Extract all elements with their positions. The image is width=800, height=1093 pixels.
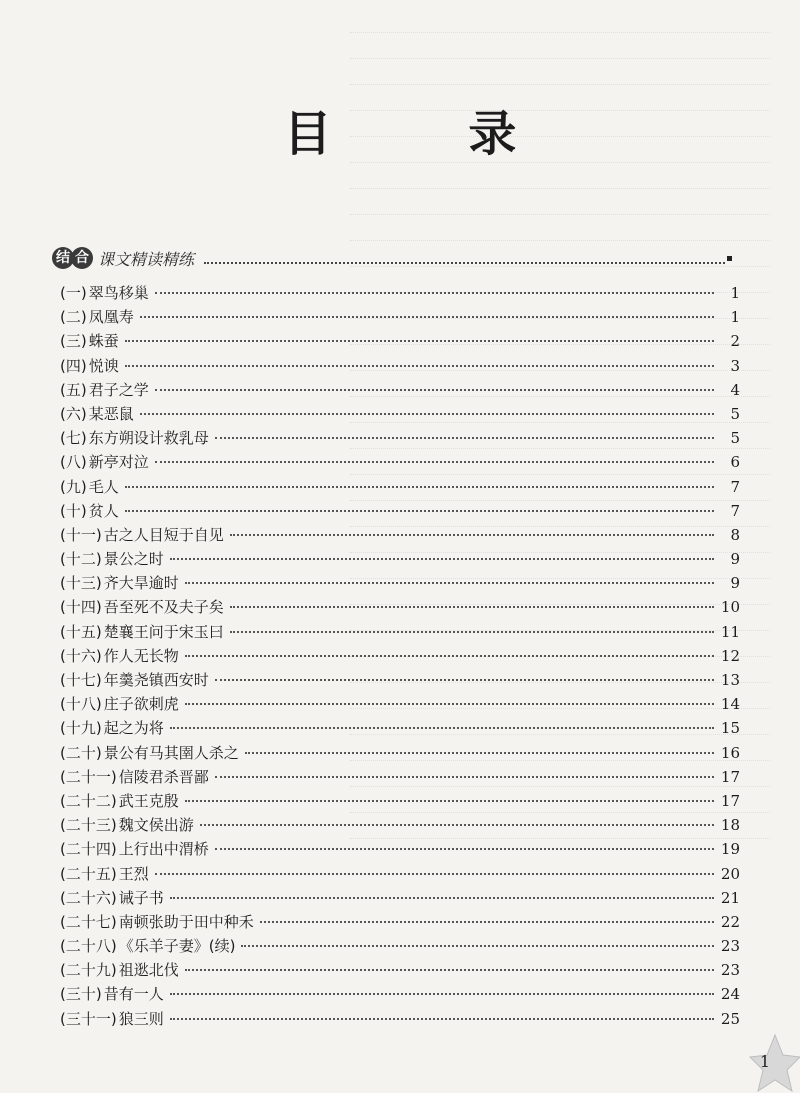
toc-entry-page: 9 bbox=[730, 550, 740, 569]
toc-entry-number: (二) bbox=[60, 308, 87, 327]
toc-entry[interactable] bbox=[60, 476, 740, 500]
toc-entry[interactable] bbox=[60, 500, 740, 524]
toc-entry-title: 魏文侯出游 bbox=[118, 816, 194, 835]
toc-entry-page: 11 bbox=[720, 622, 740, 641]
toc-entry-page: 23 bbox=[720, 961, 740, 980]
toc-entry[interactable] bbox=[60, 596, 740, 620]
toc-entry-number: (二十三) bbox=[60, 816, 117, 835]
toc-entry-page: 10 bbox=[720, 598, 740, 617]
toc-entry-title: 庄子欲刺虎 bbox=[103, 695, 179, 714]
toc-entry-number: (一) bbox=[60, 284, 87, 302]
toc-entry-page: 12 bbox=[720, 646, 740, 665]
toc-entry-number: (二十四) bbox=[60, 840, 117, 859]
toc-entry-page: 14 bbox=[720, 695, 740, 714]
toc-entry-number: (二十九) bbox=[60, 961, 117, 980]
toc-entry-leader bbox=[241, 945, 714, 947]
toc-entry-leader bbox=[155, 461, 714, 463]
toc-entry-leader bbox=[215, 679, 714, 681]
toc-entry-page: 7 bbox=[730, 501, 740, 520]
toc-entry-page: 15 bbox=[720, 719, 740, 738]
toc-entry-leader bbox=[125, 340, 714, 342]
toc-entry-number: (九) bbox=[60, 477, 87, 496]
toc-entry-title: 新亭对泣 bbox=[88, 453, 149, 472]
toc-entry-number: (二十六) bbox=[60, 888, 117, 907]
toc-entry-number: (十九) bbox=[60, 719, 102, 738]
toc-entry[interactable] bbox=[60, 306, 740, 330]
toc-entry[interactable] bbox=[60, 524, 740, 548]
toc-entry[interactable] bbox=[60, 379, 740, 403]
toc-entry[interactable] bbox=[60, 814, 740, 838]
toc-entry-leader bbox=[185, 703, 714, 705]
toc-entry-page: 2 bbox=[730, 332, 740, 351]
toc-entry-title: 《乐羊子妻》(续) bbox=[118, 937, 236, 956]
toc-entry-leader bbox=[155, 873, 714, 875]
toc-entry-number: (二十八) bbox=[60, 937, 117, 956]
toc-entry-number: (十三) bbox=[60, 574, 102, 593]
toc-entry-page: 5 bbox=[730, 429, 740, 448]
toc-entry-title: 诫子书 bbox=[118, 888, 164, 907]
toc-entry-page: 17 bbox=[720, 791, 740, 810]
toc-entry-title: 信陵君杀晋鄙 bbox=[118, 767, 209, 786]
toc-entry[interactable] bbox=[60, 282, 740, 306]
toc-entry-page: 18 bbox=[720, 816, 740, 835]
toc-entry-title: 昔有一人 bbox=[103, 985, 164, 1004]
toc-entry-number: (十五) bbox=[60, 622, 102, 641]
toc-entry-number: (八) bbox=[60, 453, 87, 472]
toc-entry-leader bbox=[215, 776, 714, 778]
toc-entry-title: 某恶鼠 bbox=[88, 404, 134, 423]
toc-entry-leader bbox=[125, 510, 714, 512]
toc-entry-page: 23 bbox=[720, 937, 740, 956]
toc-entry-page: 6 bbox=[730, 453, 740, 472]
toc-entry-leader bbox=[200, 824, 714, 826]
toc-entry-number: (二十二) bbox=[60, 791, 117, 810]
toc-entry-page: 25 bbox=[720, 1009, 740, 1028]
toc-entry-leader bbox=[170, 558, 714, 560]
toc-entry-leader bbox=[185, 655, 714, 657]
toc-entry-number: (十六) bbox=[60, 646, 102, 665]
section-header bbox=[52, 246, 732, 270]
toc-entry-page: 20 bbox=[720, 864, 740, 883]
toc-entry[interactable] bbox=[60, 935, 740, 959]
toc-entry[interactable] bbox=[60, 911, 740, 935]
toc-entry-title: 吾至死不及夫子矣 bbox=[103, 598, 224, 617]
toc-entry[interactable] bbox=[60, 572, 740, 596]
toc-entry-leader bbox=[140, 413, 714, 415]
toc-entry[interactable] bbox=[60, 355, 740, 379]
toc-entry-leader bbox=[215, 848, 714, 850]
toc-entry-title: 上行出中渭桥 bbox=[118, 840, 209, 859]
toc-entry[interactable] bbox=[60, 790, 740, 814]
toc-entry-page: 13 bbox=[720, 671, 740, 689]
toc-entry-number: (三) bbox=[60, 332, 87, 351]
toc-entry-title: 年羹尧镇西安时 bbox=[103, 671, 209, 689]
toc-entry[interactable] bbox=[60, 451, 740, 475]
toc-entry-title: 悦谀 bbox=[88, 356, 119, 375]
toc-entry-title: 楚襄王问于宋玉曰 bbox=[103, 622, 224, 641]
toc-entry-leader bbox=[170, 897, 714, 899]
toc-entry-number: (十四) bbox=[60, 598, 102, 617]
toc-entry-title: 蛛蚕 bbox=[88, 332, 119, 351]
toc-entry-title: 作人无长物 bbox=[103, 646, 179, 665]
toc-entry-page: 7 bbox=[730, 477, 740, 496]
toc-entry-leader bbox=[185, 969, 714, 971]
toc-entry-page: 1 bbox=[730, 308, 740, 327]
toc-entry-title: 凤凰寿 bbox=[88, 308, 134, 327]
toc-entry-leader bbox=[245, 752, 714, 754]
page-title: 目 录 bbox=[283, 106, 577, 162]
toc-entry-number: (二十七) bbox=[60, 912, 117, 931]
toc-entry-leader bbox=[230, 631, 714, 633]
page-number: 1 bbox=[759, 1052, 770, 1071]
table-of-contents bbox=[60, 282, 740, 1032]
toc-entry[interactable] bbox=[60, 645, 740, 669]
section-badge-char-2: 合 bbox=[71, 247, 93, 269]
toc-entry-page: 21 bbox=[720, 888, 740, 907]
toc-entry-number: (十一) bbox=[60, 525, 102, 544]
toc-entry-leader bbox=[185, 800, 714, 802]
toc-entry-title: 齐大旱逾时 bbox=[103, 574, 179, 593]
toc-entry-leader bbox=[170, 993, 714, 995]
toc-entry[interactable] bbox=[60, 669, 740, 693]
toc-entry-page: 16 bbox=[720, 743, 740, 762]
toc-entry[interactable] bbox=[60, 693, 740, 717]
toc-entry-leader bbox=[155, 389, 714, 391]
toc-entry-page: 3 bbox=[730, 356, 740, 375]
toc-entry-title: 古之人目短于自见 bbox=[103, 525, 224, 544]
toc-entry-number: (五) bbox=[60, 380, 87, 399]
toc-entry-title: 狼三则 bbox=[118, 1009, 164, 1028]
toc-entry-page: 17 bbox=[720, 767, 740, 786]
section-dotted-rule bbox=[204, 252, 725, 264]
toc-entry-page: 4 bbox=[730, 380, 740, 399]
toc-entry-title: 翠鸟移巢 bbox=[88, 284, 149, 302]
toc-entry-title: 祖逖北伐 bbox=[118, 961, 179, 980]
toc-entry[interactable] bbox=[60, 887, 740, 911]
toc-entry-number: (二十) bbox=[60, 743, 102, 762]
toc-entry-title: 景公之时 bbox=[103, 550, 164, 569]
toc-entry-number: (二十五) bbox=[60, 864, 117, 883]
toc-entry[interactable] bbox=[60, 766, 740, 790]
toc-entry-number: (七) bbox=[60, 429, 87, 448]
toc-entry-number: (十二) bbox=[60, 550, 102, 569]
toc-entry-number: (六) bbox=[60, 404, 87, 423]
toc-entry-number: (三十一) bbox=[60, 1009, 117, 1028]
toc-entry-page: 24 bbox=[720, 985, 740, 1004]
toc-entry[interactable] bbox=[60, 742, 740, 766]
toc-entry-number: (三十) bbox=[60, 985, 102, 1004]
toc-entry-title: 起之为将 bbox=[103, 719, 164, 738]
toc-entry-title: 君子之学 bbox=[88, 380, 149, 399]
toc-entry[interactable] bbox=[60, 403, 740, 427]
section-label: 课文精读精练 bbox=[98, 249, 195, 269]
toc-entry-number: (十七) bbox=[60, 671, 102, 689]
toc-entry-leader bbox=[125, 365, 714, 367]
toc-entry-number: (二十一) bbox=[60, 767, 117, 786]
toc-entry[interactable] bbox=[60, 983, 740, 1007]
toc-entry[interactable] bbox=[60, 863, 740, 887]
toc-entry-number: (十八) bbox=[60, 695, 102, 714]
toc-entry[interactable] bbox=[60, 959, 740, 983]
toc-entry-page: 8 bbox=[730, 525, 740, 544]
section-badge bbox=[52, 247, 90, 269]
toc-entry-title: 贫人 bbox=[88, 501, 119, 520]
toc-entry-page: 22 bbox=[720, 912, 740, 931]
toc-entry-leader bbox=[140, 316, 714, 318]
toc-entry-leader bbox=[230, 534, 714, 536]
toc-entry-leader bbox=[170, 727, 714, 729]
toc-entry-page: 1 bbox=[730, 284, 740, 302]
toc-entry[interactable] bbox=[60, 1008, 740, 1032]
toc-entry[interactable] bbox=[60, 330, 740, 354]
toc-entry-title: 东方朔设计救乳母 bbox=[88, 429, 209, 448]
toc-entry-leader bbox=[215, 437, 714, 439]
toc-entry[interactable] bbox=[60, 548, 740, 572]
toc-entry[interactable] bbox=[60, 621, 740, 645]
toc-entry-title: 王烈 bbox=[118, 864, 149, 883]
toc-entry-page: 5 bbox=[730, 404, 740, 423]
toc-entry-leader bbox=[125, 486, 714, 488]
section-end-square bbox=[727, 256, 732, 261]
toc-entry-leader bbox=[260, 921, 714, 923]
toc-entry-title: 景公有马其圉人杀之 bbox=[103, 743, 239, 762]
toc-entry-page: 9 bbox=[730, 574, 740, 593]
toc-entry-leader bbox=[170, 1018, 714, 1020]
toc-entry[interactable] bbox=[60, 427, 740, 451]
toc-entry-leader bbox=[185, 582, 714, 584]
toc-entry-title: 南顿张助于田中种禾 bbox=[118, 912, 254, 931]
toc-entry-leader bbox=[155, 292, 714, 294]
toc-entry[interactable] bbox=[60, 717, 740, 741]
toc-entry-title: 武王克殷 bbox=[118, 791, 179, 810]
section-badge-char-1: 结 bbox=[52, 247, 74, 269]
toc-entry-number: (十) bbox=[60, 501, 87, 520]
toc-entry-number: (四) bbox=[60, 356, 87, 375]
toc-entry-page: 19 bbox=[720, 840, 740, 859]
toc-entry-title: 毛人 bbox=[88, 477, 119, 496]
toc-entry-leader bbox=[230, 606, 714, 608]
toc-entry[interactable] bbox=[60, 838, 740, 862]
